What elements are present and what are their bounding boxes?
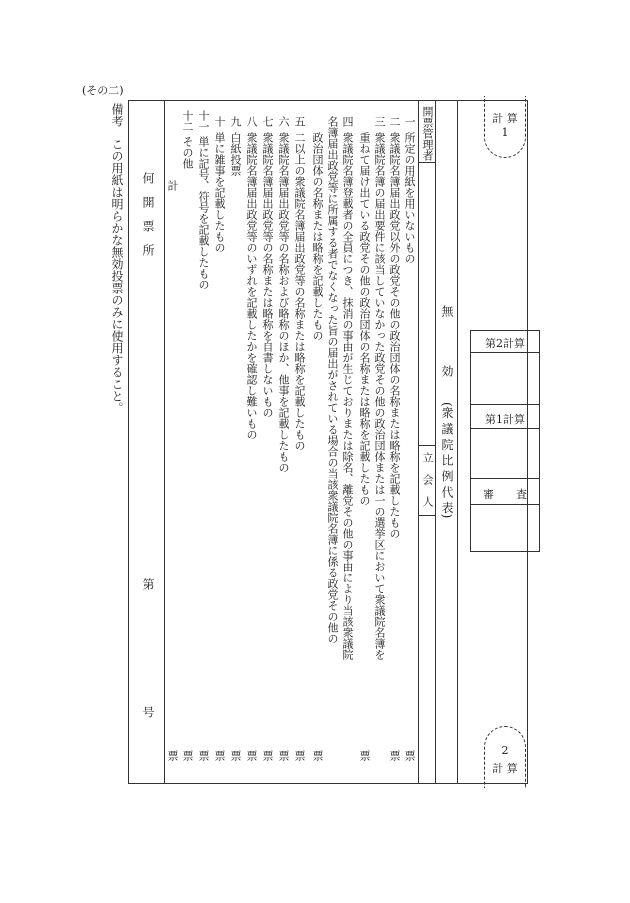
item-number: 二 — [388, 116, 401, 127]
item-text: その他 — [181, 136, 194, 169]
item-text: 衆議院名簿届出政党等の名称または略称を自書しないもの — [261, 132, 274, 418]
item-unit: 票 — [181, 750, 194, 761]
divider-title-right — [457, 100, 458, 784]
item-text: 白紙投票 — [229, 132, 242, 176]
item-unit: 票 — [388, 750, 401, 761]
check-sep-5 — [470, 504, 540, 505]
check-review: 審 査 — [483, 488, 527, 501]
note-title: 備考 — [110, 103, 124, 127]
item-text: 衆議院名簿届出政党等のいずれを記載したかを確認し難いもの — [245, 132, 258, 440]
check-sep-3 — [470, 428, 540, 429]
item-unit: 票 — [261, 750, 274, 761]
note-text: この用紙は明らかな無効投票のみに使用すること。 — [110, 138, 124, 414]
item-number: 十二 — [181, 110, 194, 132]
item-text: 衆議院名簿届出政党等の名称および略称のほか、他事を記載したもの — [277, 132, 290, 473]
calc-bottom-outline — [484, 726, 526, 788]
check-first-calc: 第1計算 — [485, 413, 525, 426]
item-text: 衆議院名簿届出政党以外の政党その他の政治団体の名称または略称を記載したもの — [388, 132, 401, 539]
check-sep-2 — [470, 404, 540, 405]
item-text-continued: 名簿届出政党等に所属する者でなくなった旨の届出がされている場合の当該衆議院名簿に係る政党その他の — [326, 116, 339, 644]
check-table — [470, 330, 540, 552]
location-number-suffix: 号 — [141, 706, 155, 718]
form-subtitle: (衆 議 院 比 例 代 表) — [440, 402, 454, 519]
divider-items-right — [418, 100, 419, 784]
item-unit: 票 — [293, 750, 306, 761]
location-label: 何 開 票 所 — [141, 172, 155, 256]
item-unit: 票 — [403, 750, 416, 761]
item-unit: 票 — [245, 750, 258, 761]
item-text-continued: 政治団体の名称または略称を記載したもの — [311, 132, 324, 341]
item-unit: 票 — [277, 750, 290, 761]
item-unit: 票 — [213, 750, 226, 761]
witness-label: 立 会 人 — [421, 452, 434, 507]
calc-bottom-number: 2 — [501, 744, 509, 757]
item-unit: 票 — [358, 750, 371, 761]
item-unit: 票 — [311, 750, 324, 761]
item-number: 八 — [245, 116, 258, 127]
item-unit: 票 — [229, 750, 242, 761]
check-sep-4 — [470, 478, 540, 479]
item-number: 十 — [213, 116, 226, 127]
item-number: 九 — [229, 116, 242, 127]
item-text: 二以上の衆議院名簿届出政党等の名称または略称を記載したもの — [293, 132, 306, 451]
item-unit: 票 — [197, 750, 210, 761]
item-text: 衆議院名簿の届出要件に該当していなかった政党その他の政治団体または一の選挙区において衆議院名簿を — [373, 132, 386, 660]
check-sep-1 — [470, 352, 540, 353]
item-number: 十一 — [197, 110, 210, 132]
page-label: (その二) — [82, 84, 124, 97]
item-text: 単に雑事を記載したもの — [213, 132, 226, 253]
divider-officials — [435, 100, 436, 784]
item-number: 一 — [403, 116, 416, 127]
check-second-calc: 第2計算 — [485, 337, 525, 350]
total-label: 計 — [166, 180, 179, 191]
location-number-prefix: 第 — [141, 578, 155, 590]
calc-bottom-label: 計 算 — [492, 762, 518, 775]
item-number: 五 — [293, 116, 306, 127]
witness-bottom — [418, 515, 435, 516]
total-unit: 票 — [166, 750, 179, 761]
item-text: 所定の用紙を用いないもの — [403, 132, 416, 264]
item-number: 六 — [277, 116, 290, 127]
calc-top-label: 計 算 — [492, 112, 518, 125]
item-text: 単に記号、符号を記載したもの — [197, 136, 210, 290]
item-text: 衆議院名簿登載者の全員につき、抹消の事由が生じておりまたは除名、離党その他の事由により当該衆議院 — [341, 132, 354, 660]
divider-location — [164, 100, 165, 784]
item-number: 三 — [373, 116, 386, 127]
form-title: 無 効 — [440, 305, 454, 377]
manager-divider — [418, 162, 435, 163]
item-number: 四 — [341, 116, 354, 127]
witness-top — [418, 445, 435, 446]
calc-top-number: 1 — [501, 126, 509, 139]
item-text-continued: 重ねて届け出ている政党その他の政治団体の名称または略称を記載したもの — [358, 132, 371, 506]
item-number: 七 — [261, 116, 274, 127]
manager-label: 開票管理者 — [421, 106, 434, 161]
